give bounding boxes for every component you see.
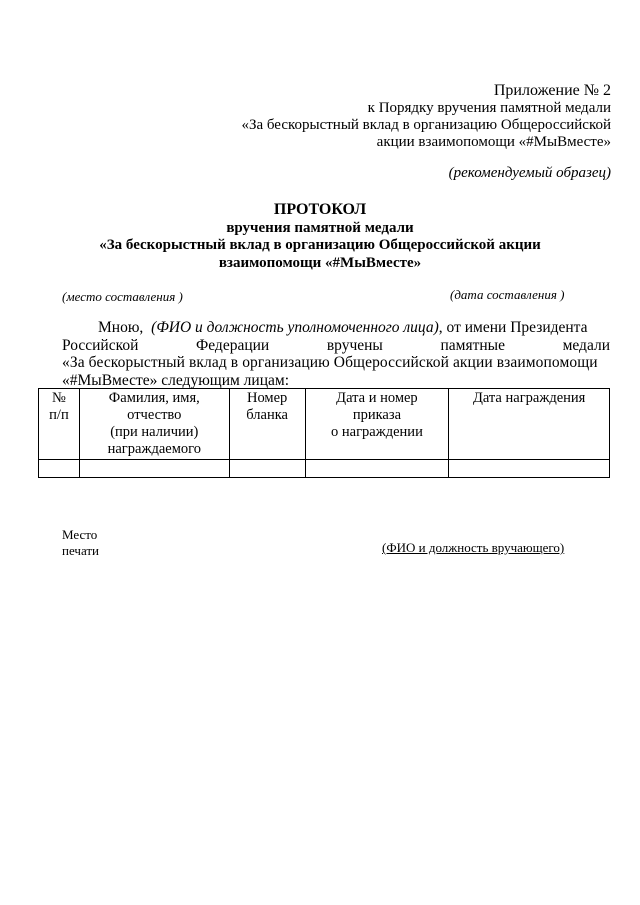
title-line-2: вручения памятной медали [226,220,414,236]
table-row [39,460,610,478]
body-word: Российской [62,337,139,354]
table-cell [79,460,229,478]
header-number: № п/п [39,389,80,460]
stamp-label-line-2: печати [62,543,100,558]
date-label: (дата составления ) [450,287,565,302]
body-word: медали [562,337,610,354]
appendix-line-3: «За бескорыстный вклад в организацию Общероссийской [241,117,611,133]
body-word: памятные [440,337,505,354]
body-line-3: «За бескорыстный вклад в организацию Общероссийской акции взаимопомощи [62,354,598,371]
sample-note: (рекомендуемый образец) [448,165,611,181]
place-label: (место составления ) [62,289,183,304]
table-cell [39,460,80,478]
body-text-1a: Мною, [98,319,144,336]
header-award-date: Дата награждения [449,389,610,460]
title-line-3: «За бескорыстный вклад в организацию Общероссийской акции [99,237,541,253]
body-word: вручены [326,337,383,354]
signatory-label: (ФИО и должность вручающего) [382,540,565,555]
body-line-4: «#МыВместе» следующим лицам: [62,372,290,389]
header-order-date-number: Дата и номер приказа о награждении [305,389,449,460]
title-line-4: взаимопомощи «#МыВместе» [218,255,422,271]
appendix-number: Приложение № 2 [493,82,611,99]
table-cell [449,460,610,478]
body-line-2 [62,337,610,355]
appendix-line-4: акции взаимопомощи «#МыВместе» [376,134,611,150]
table-cell [229,460,305,478]
body-line-1 [62,319,610,337]
stamp-label-line-1: Место [62,527,98,542]
body-word: Федерации [196,337,270,354]
award-table [38,388,610,478]
table-header-row [39,389,610,460]
header-full-name: Фамилия, имя, отчество (при наличии) награждаемого [79,389,229,460]
header-form-number: Номер бланка [229,389,305,460]
table-cell [305,460,449,478]
authorized-person-placeholder: (ФИО и должность уполномоченного лица) [151,319,439,336]
appendix-line-2: к Порядку вручения памятной медали [367,100,611,116]
body-text-1c: , от имени Президента [438,319,588,336]
document-title: ПРОТОКОЛ [273,201,367,218]
